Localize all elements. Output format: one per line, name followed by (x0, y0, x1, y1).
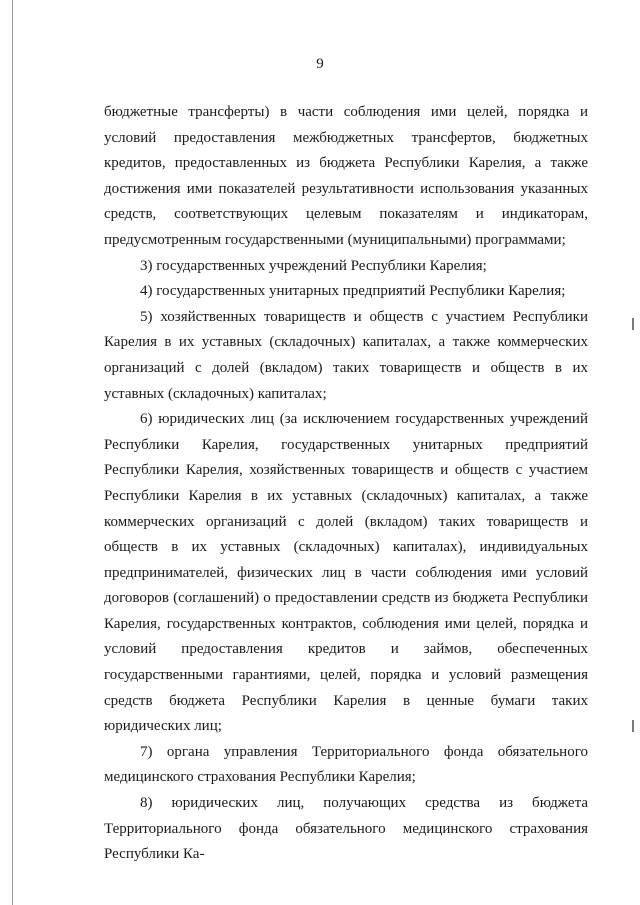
paragraph-item-8: 8) юридических лиц, получающих средства из бюджета Территориального фонда обязательного медицинского страхования Республики Ка- (104, 795, 588, 863)
paragraph-item-6: 6) юридических лиц (за исключением государственных учреждений Республики Карелия, государственных унитарных предприятий Республики Карелия, хозяйственных товариществ и обществ с участием Республики Карелия в их уставных (складочных) капиталах, а также коммерческих организаций с долей (вкладом) таких товариществ и обществ в их уставных (складочных) капиталах), индивидуальных предпринимателей, физических лиц в части соблюдения ими условий договоров (соглашений) о предоставлении средств из бюджета Республики Карелия, государственных контрактов, соблюдения ими целей, порядка и условий предоставления кредитов и займов, обеспеченных государственными гарантиями, целей, порядка и условий размещения средств бюджета Республики Карелия в ценные бумаги таких юридических лиц; (104, 411, 588, 735)
paragraph-item-3: 3) государственных учреждений Республики Карелия; (140, 257, 487, 274)
scan-mark (632, 318, 634, 330)
paragraph-item-5: 5) хозяйственных товариществ и обществ с участием Республики Карелия в их уставных (складочных) капиталах, а также коммерческих организаций с долей (вкладом) таких товариществ и обществ в их уставных (складочных) капиталах; (104, 308, 588, 402)
document-body (104, 100, 588, 868)
page-number: 9 (316, 56, 324, 72)
scan-left-edge (12, 0, 13, 905)
paragraph-continuation: бюджетные трансферты) в части соблюдения ими целей, порядка и условий предоставления межбюджетных трансфертов, бюджетных кредитов, предоставленных из бюджета Республики Карелия, а также достижения ими показателей результативности использования указанных средств, соответствующих целевым показателям и индикаторам, предусмотренным государственными (муниципальными) программами; (104, 104, 588, 248)
paragraph-item-4: 4) государственных унитарных предприятий Республики Карелия; (140, 283, 566, 300)
paragraph-item-7: 7) органа управления Территориального фонда обязательного медицинского страхования Республики Карелия; (104, 743, 588, 786)
scan-mark (632, 720, 634, 732)
